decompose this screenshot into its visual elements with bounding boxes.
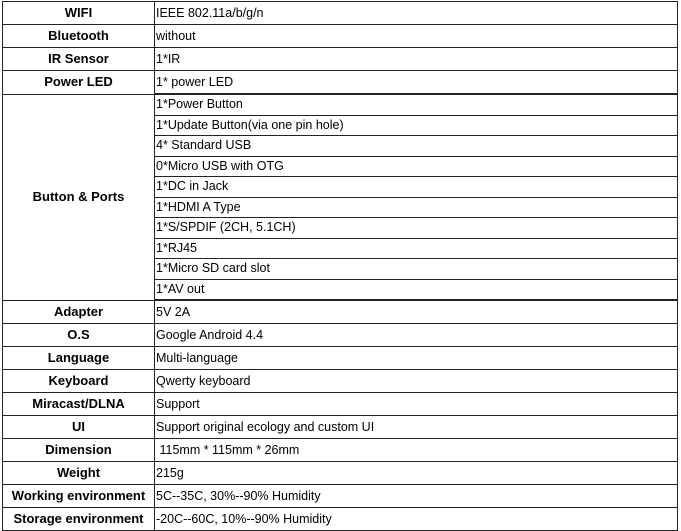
port-item: 1*Micro SD card slot [155,259,678,280]
spec-value-adapter: 5V 2A [155,300,678,324]
port-item: 0*Micro USB with OTG [155,156,678,177]
spec-value-power-led: 1* power LED [155,71,678,95]
spec-value-os: Google Android 4.4 [155,324,678,347]
spec-label-power-led: Power LED [3,71,155,95]
spec-label-keyboard: Keyboard [3,370,155,393]
spec-row-os [3,324,678,347]
spec-label-miracast: Miracast/DLNA [3,393,155,416]
spec-value-language: Multi-language [155,347,678,370]
spec-value-dimension: 115mm * 115mm * 26mm [155,439,678,462]
spec-row-keyboard [3,370,678,393]
port-item: 1*AV out [155,279,678,300]
spec-value-ui: Support original ecology and custom UI [155,416,678,439]
port-item: 1*RJ45 [155,238,678,259]
spec-value-keyboard: Qwerty keyboard [155,370,678,393]
port-item: 1*HDMI A Type [155,197,678,218]
spec-value-working-env: 5C--35C, 30%--90% Humidity [155,485,678,508]
spec-value-storage-env: -20C--60C, 10%--90% Humidity [155,508,678,531]
spec-row-bluetooth [3,25,678,48]
spec-row-wifi [3,2,678,25]
spec-label-storage-env: Storage environment [3,508,155,531]
spec-label-weight: Weight [3,462,155,485]
spec-value-ir-sensor: 1*IR [155,48,678,71]
spec-label-adapter: Adapter [3,300,155,324]
spec-label-ir-sensor: IR Sensor [3,48,155,71]
spec-value-bluetooth: without [155,25,678,48]
port-item: 1*Update Button(via one pin hole) [155,115,678,136]
spec-row-ir-sensor [3,48,678,71]
spec-row-adapter [3,300,678,324]
spec-row-working-env [3,485,678,508]
spec-label-bluetooth: Bluetooth [3,25,155,48]
spec-row-storage-env [3,508,678,531]
spec-table [2,1,678,531]
spec-label-ui: UI [3,416,155,439]
spec-row-ui [3,416,678,439]
spec-row-power-led [3,71,678,95]
spec-row-language [3,347,678,370]
spec-label-os: O.S [3,324,155,347]
spec-row-weight [3,462,678,485]
spec-row-button-ports [3,94,678,115]
spec-row-dimension [3,439,678,462]
port-item: 4* Standard USB [155,136,678,157]
spec-label-language: Language [3,347,155,370]
spec-row-miracast [3,393,678,416]
port-item: 1*DC in Jack [155,177,678,198]
port-item: 1*S/SPDIF (2CH, 5.1CH) [155,218,678,239]
spec-label-button-ports: Button & Ports [3,94,155,300]
spec-label-wifi: WIFI [3,2,155,25]
spec-value-wifi: IEEE 802.11a/b/g/n [155,2,678,25]
spec-value-weight: 215g [155,462,678,485]
spec-label-dimension: Dimension [3,439,155,462]
port-item: 1*Power Button [155,94,678,115]
spec-label-working-env: Working environment [3,485,155,508]
spec-value-miracast: Support [155,393,678,416]
